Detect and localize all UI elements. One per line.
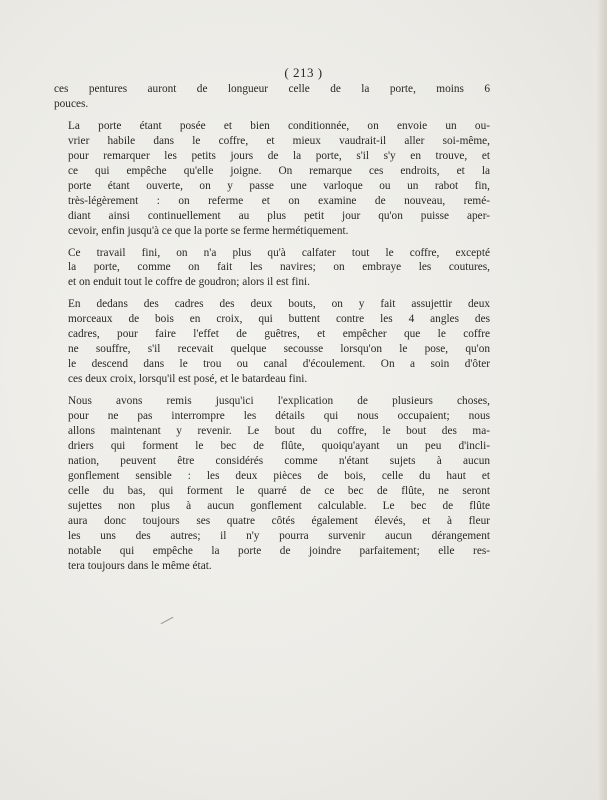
- text-line: le descend dans le trou ou canal d'écoulement. On a soin d'ôter: [68, 358, 490, 371]
- text-line: nation, peuvent être considérés comme n'étant sujets à aucun: [68, 454, 490, 467]
- text-line: ne souffre, s'il recevait quelque secousse lorsqu'on le pose, qu'on: [68, 343, 490, 356]
- text-line: La porte étant posée et bien conditionnée, on envoie un ou-: [68, 119, 490, 132]
- text-line: la porte, comme on fait les navires; on embraye les coutures,: [68, 261, 490, 274]
- text-line: gonflement sensible : les deux pièces de bois, celle du haut et: [68, 469, 490, 482]
- text-line: diant ainsi continuellement au plus petit jour qu'on puisse aper-: [68, 209, 490, 222]
- body-text: [54, 82, 490, 581]
- text-line: tera toujours dans le même état.: [68, 559, 212, 572]
- paragraph-4: [54, 297, 490, 387]
- text-line: notable qui empêche la porte de joindre parfaitement; elle res-: [68, 544, 490, 557]
- text-line: les uns des autres; il n'y pourra survenir aucun dérangement: [68, 529, 490, 542]
- text-line: pouces.: [54, 97, 89, 110]
- paragraph-1: [54, 82, 490, 112]
- text-line: ces deux croix, lorsqu'il est posé, et le batardeau fini.: [68, 373, 308, 386]
- text-line: En dedans des cadres des deux bouts, on y fait assujettir deux: [68, 298, 490, 311]
- page-number: ( 213 ): [284, 65, 323, 80]
- text-line: ce qui empêche qu'elle joigne. On remarque ces endroits, et la: [68, 164, 490, 177]
- text-line: Ce travail fini, on n'a plus qu'à calfater tout le coffre, excepté: [68, 246, 490, 259]
- text-line: allons maintenant y revenir. Le bout du coffre, le bout des ma-: [68, 425, 490, 438]
- text-line: très-légèrement : on referme et on examine de nouveau, remé-: [68, 194, 490, 207]
- text-line: aura donc toujours ses quatre côtés également élevés, et à fleur: [68, 514, 490, 527]
- text-line: sujettes non plus à aucun gonflement calculable. Le bec de flûte: [68, 499, 490, 512]
- page-edge: [597, 0, 607, 800]
- text-line: vrier habile dans le coffre, et mieux vaudrait-il aller soi-même,: [68, 134, 490, 147]
- text-line: Nous avons remis jusqu'ici l'explication de plusieurs choses,: [68, 395, 490, 408]
- text-line: pour ne pas interrompre les détails qui nous occupaient; nous: [68, 410, 490, 423]
- text-line: cevoir, enfin jusqu'à ce que la porte se ferme hermétiquement.: [68, 224, 349, 237]
- ink-mark: [161, 617, 174, 624]
- text-line: cadres, pour faire l'effet de guêtres, et empêcher que le coffre: [68, 328, 490, 341]
- text-line: pour remarquer les petits jours de la porte, s'il s'y en trouve, et: [68, 149, 490, 162]
- text-line: ces pentures auront de longueur celle de la porte, moins 6: [54, 83, 490, 95]
- paragraph-2: [54, 119, 490, 239]
- text-line: driers qui forment le bec de flûte, quoiqu'ayant un peu d'incli-: [68, 439, 490, 452]
- text-line: porte étant ouverte, on y passe une varloque ou un rabot fin,: [68, 179, 490, 192]
- paragraph-5: [54, 394, 490, 573]
- text-line: morceaux de bois en croix, qui buttent contre les 4 angles des: [68, 313, 490, 326]
- text-line: celle du bas, qui forment le quarré de ce bec de flûte, ne seront: [68, 484, 490, 497]
- paragraph-3: [54, 246, 490, 291]
- text-line: et on enduit tout le coffre de goudron; alors il est fini.: [68, 276, 310, 289]
